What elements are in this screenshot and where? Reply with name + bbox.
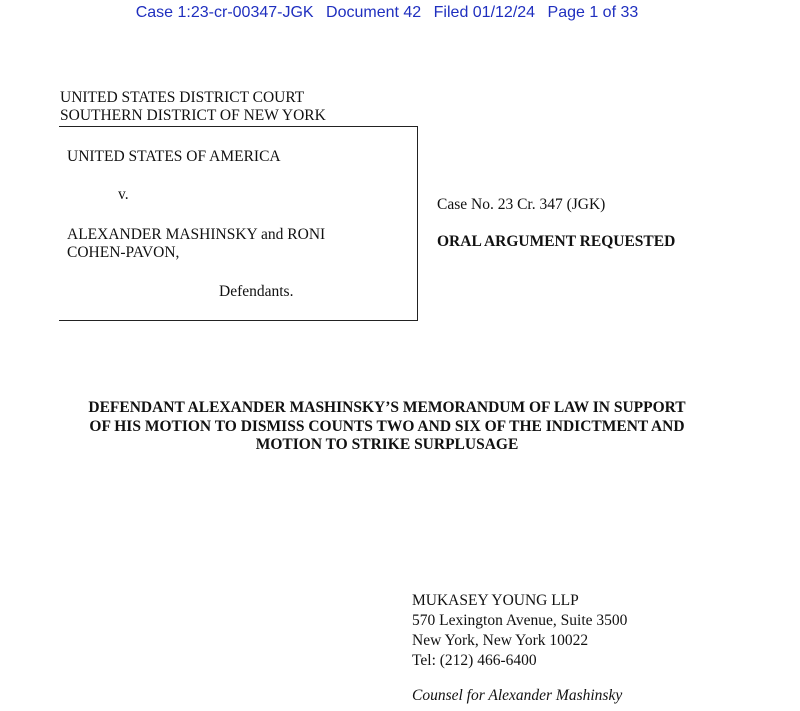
ecf-document-number: Document 42 (326, 4, 422, 21)
firm-address-line2: New York, New York 10022 (412, 632, 589, 649)
court-name-line1: UNITED STATES DISTRICT COURT (60, 89, 305, 106)
firm-address-line1: 570 Lexington Avenue, Suite 3500 (412, 612, 628, 629)
caption-plaintiff: UNITED STATES OF AMERICA (67, 148, 281, 165)
ecf-case-number: Case 1:23-cr-00347-JGK (135, 4, 314, 21)
document-title-line3: MOTION TO STRIKE SURPLUSAGE (255, 436, 519, 453)
case-caption-box (59, 126, 418, 321)
law-firm-block (412, 591, 627, 671)
firm-name: MUKASEY YOUNG LLP (412, 592, 579, 609)
court-name-line2: SOUTHERN DISTRICT OF NEW YORK (60, 107, 326, 124)
counsel-for: Counsel for Alexander Mashinsky (412, 687, 623, 704)
ecf-filing-header (0, 4, 774, 22)
ecf-page-indicator: Page 1 of 33 (547, 4, 639, 21)
document-title (30, 399, 744, 455)
document-title-line1: DEFENDANT ALEXANDER MASHINSKY’S MEMORANDUM OF LAW IN SUPPORT (88, 399, 686, 416)
caption-defendants-label: Defendants. (219, 283, 294, 300)
court-name (60, 89, 326, 125)
ecf-filed-date: Filed 01/12/24 (433, 4, 536, 21)
oral-argument-requested: ORAL ARGUMENT REQUESTED (437, 233, 676, 250)
caption-versus: v. (118, 186, 129, 203)
caption-defendant-names: ALEXANDER MASHINSKY and RONI COHEN-PAVON, (67, 226, 326, 261)
document-title-line2: OF HIS MOTION TO DISMISS COUNTS TWO AND SIX OF THE INDICTMENT AND (89, 417, 685, 435)
case-number: Case No. 23 Cr. 347 (JGK) (437, 196, 606, 213)
firm-phone: Tel: (212) 466-6400 (412, 652, 537, 669)
